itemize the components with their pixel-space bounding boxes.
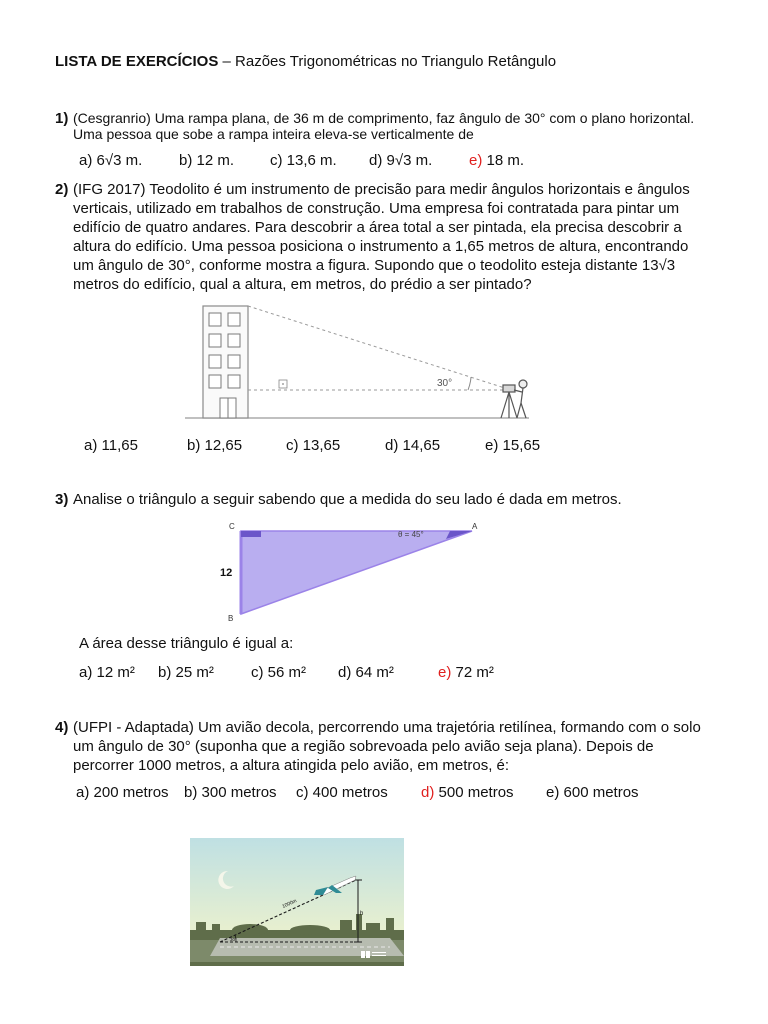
sight-line [248, 306, 511, 390]
angle-label: 30° [230, 937, 237, 942]
question-3-option-a: a) 12 m² [79, 664, 135, 681]
question-3-prompt: A área desse triângulo é igual a: [79, 635, 294, 652]
height-label: h [360, 911, 364, 917]
question-4-line-3: percorrer 1000 metros, a altura atingida pelo avião, em metros, é: [73, 757, 510, 774]
question-4-option-b: b) 300 metros [184, 784, 277, 801]
question-2-option-b: b) 12,65 [187, 437, 243, 454]
page-title [55, 52, 556, 72]
question-4-option-c: c) 400 metros [296, 784, 388, 801]
question-2-option-d: d) 14,65 [385, 437, 441, 454]
question-1-option-e: e) 18 m. [469, 152, 525, 169]
question-1-option-b: b) 12 m. [179, 152, 235, 169]
question-1-line-1: (Cesgranrio) Uma rampa plana, de 36 m de comprimento, faz ângulo de 30° com o plano horizontal. [73, 110, 695, 126]
question-4-option-a: a) 200 metros [76, 784, 169, 801]
question-4-number: 4) [55, 719, 69, 736]
question-2-line-4: altura do edifício. Uma pessoa posiciona o instrumento a 1,65 metros de altura, encontrando [73, 238, 689, 255]
question-2-option-a: a) 11,65 [84, 437, 138, 454]
airplane-takeoff-figure [190, 838, 404, 966]
question-4-option-d: d) 500 metros [421, 784, 514, 801]
question-3-option-e: e) 72 m² [438, 664, 494, 681]
question-2-line-1: (IFG 2017) Teodolito é um instrumento de precisão para medir ângulos horizontais e ângulos [73, 181, 690, 198]
vertex-b-label: B [228, 614, 234, 623]
person-icon [514, 380, 527, 418]
question-1-number: 1) [55, 110, 69, 127]
question-2-number: 2) [55, 181, 69, 198]
question-2-line-3: edifício de quatro andares. Para descobrir a área total a ser pintada, ela precisa descobrir a [73, 219, 682, 236]
question-4-line-2: um ângulo de 30° (suponha que a região sobrevoada pelo avião seja plana). Depois de [73, 738, 654, 755]
question-1-option-c: c) 13,6 m. [270, 152, 337, 169]
triangle-shape [241, 531, 472, 614]
right-angle-marker [241, 531, 261, 537]
angle-label: θ = 45° [398, 530, 424, 539]
question-1-option-d: d) 9√3 m. [369, 152, 433, 169]
angle-arc [468, 377, 471, 390]
question-3-option-c: c) 56 m² [251, 664, 307, 681]
distance-label: 1000m [281, 898, 298, 910]
angle-label: 30° [437, 378, 453, 389]
question-2-option-e: e) 15,65 [485, 437, 541, 454]
vertex-c-label: C [229, 522, 235, 531]
question-2-line-6: metros do edifício, qual a altura, em metros, do prédio a ser pintado? [73, 276, 532, 293]
question-3-option-b: b) 25 m² [158, 664, 214, 681]
question-2-option-c: c) 13,65 [286, 437, 341, 454]
question-3-number: 3) [55, 491, 69, 508]
question-3-option-d: d) 64 m² [338, 664, 394, 681]
question-3-line: Analise o triângulo a seguir sabendo que a medida do seu lado é dada em metros. [73, 491, 622, 508]
question-4-line-1: (UFPI - Adaptada) Um avião decola, percorrendo uma trajetória retilínea, formando com o solo [73, 719, 701, 736]
question-1-option-a: a) 6√3 m. [79, 152, 143, 169]
right-triangle-figure [220, 517, 490, 623]
page-title-bold: LISTA DE EXERCÍCIOS [55, 53, 219, 70]
question-2-line-5: um ângulo de 30°, conforme mostra a figura. Supondo que o teodolito esteja distante 13√3 [73, 257, 676, 274]
vertex-a-label: A [472, 522, 478, 531]
side-length-label: 12 [220, 567, 233, 579]
page-title-rest: – Razões Trigonométricas no Triangulo Retângulo [218, 53, 557, 70]
question-1-line-2: Uma pessoa que sobe a rampa inteira eleva-se verticalmente de [73, 126, 474, 142]
building-theodolite-figure [183, 300, 533, 424]
question-2-line-2: verticais, utilizado em trabalhos de construção. Uma empresa foi contratada para pintar um [73, 200, 680, 217]
question-4-option-e: e) 600 metros [546, 784, 639, 801]
